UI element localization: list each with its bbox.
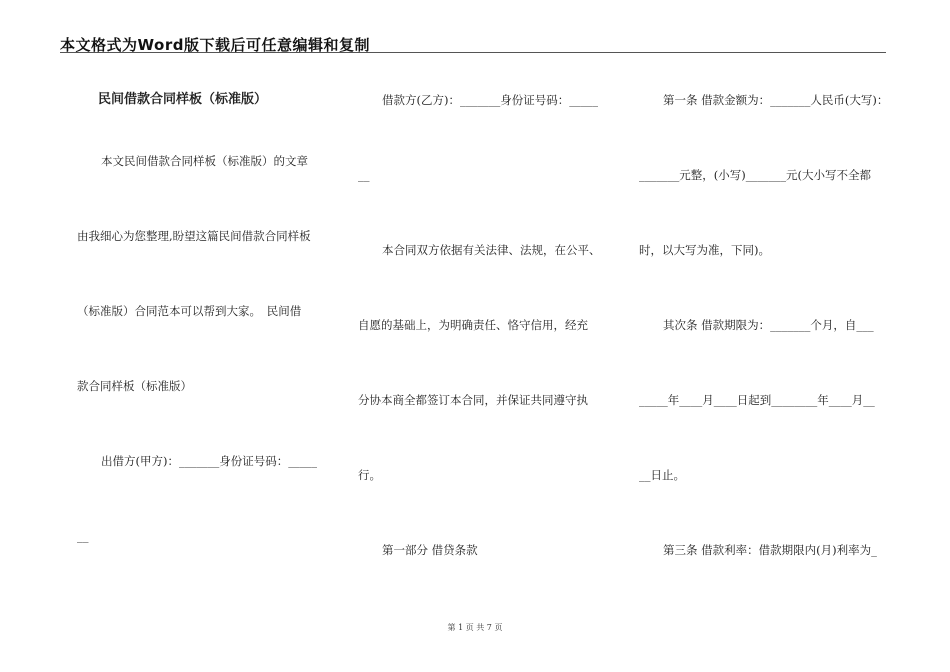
paragraph-line: 款合同样板（标准版） [77, 379, 192, 393]
clause-line: 时，以大写为准，下同)。 [639, 243, 770, 257]
paragraph-line: （标准版）合同范本可以帮到大家。 民间借 [77, 304, 302, 318]
document-title: 民间借款合同样板（标准版） [98, 92, 268, 107]
clause-line: __日止。 [639, 468, 685, 482]
document-header-title: 本文格式为Word版下载后可任意编辑和复制 [60, 36, 370, 54]
paragraph-line: 自愿的基础上，为明确责任、恪守信用，经充 [358, 318, 588, 332]
borrower-party-line: 借款方(乙方)：_______身份证号码：_____ [382, 93, 598, 107]
paragraph-line: __ [358, 168, 370, 182]
clause-line: _____年____月____日起到________年____月__ [639, 393, 875, 407]
clause-line: 第三条 借款利率：借款期限内(月)利率为_ [663, 543, 877, 557]
lender-party-line: 出借方(甲方)：_______身份证号码：_____ [101, 454, 317, 468]
clause-line: 第一条 借款金额为：_______人民币(大写)： [663, 93, 889, 107]
header-divider [60, 52, 886, 53]
clause-line: _______元整，(小写)_______元(大小写不全都 [639, 168, 871, 182]
paragraph-line: 行。 [358, 468, 381, 482]
section-heading: 第一部分 借贷条款 [382, 543, 478, 557]
paragraph-line: 由我细心为您整理,盼望这篇民间借款合同样板 [77, 229, 311, 243]
clause-line: 其次条 借款期限为：_______个月，自___ [663, 318, 874, 332]
page-number: 第 1 页 共 7 页 [447, 623, 503, 632]
paragraph-line: 分协本商全都签订本合同，并保证共同遵守执 [358, 393, 588, 407]
paragraph-line: 本文民间借款合同样板（标准版）的文章 [101, 154, 308, 168]
paragraph-line: 本合同双方依据有关法律、法规，在公平、 [382, 243, 601, 257]
paragraph-line: __ [77, 529, 89, 543]
